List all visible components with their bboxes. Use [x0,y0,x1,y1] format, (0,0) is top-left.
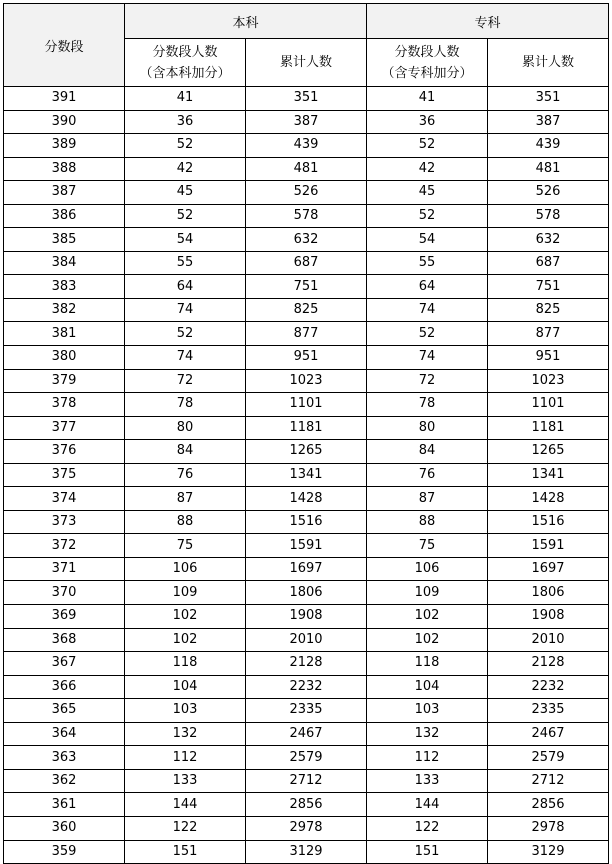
undergrad-band-count-cell: 75 [125,534,246,558]
vocational-cumulative-cell: 1181 [488,416,609,440]
undergrad-band-count-cell: 88 [125,510,246,534]
undergrad-band-count-cell: 52 [125,322,246,346]
undergrad-band-count-header [125,39,246,87]
undergrad-band-count-cell: 52 [125,204,246,228]
vocational-band-count-cell: 102 [367,628,488,652]
undergrad-cumulative-cell: 1341 [246,463,367,487]
score-cell: 363 [4,746,125,770]
undergrad-band-count-cell: 45 [125,181,246,205]
undergrad-cumulative-cell: 2335 [246,699,367,723]
vocational-cumulative-cell: 3129 [488,840,609,864]
table-row [4,534,609,558]
vocational-band-count-cell: 122 [367,816,488,840]
table-row [4,393,609,417]
vocational-band-count-cell: 41 [367,87,488,111]
table-row [4,816,609,840]
table-row [4,769,609,793]
table-row [4,157,609,181]
undergrad-cumulative-cell: 1697 [246,557,367,581]
score-cell: 361 [4,793,125,817]
vocational-band-count-cell: 151 [367,840,488,864]
undergrad-band-count-cell: 118 [125,652,246,676]
undergrad-cumulative-cell: 2467 [246,722,367,746]
vocational-band-count-cell: 112 [367,746,488,770]
undergrad-band-count-cell: 102 [125,628,246,652]
vocational-band-count-cell: 106 [367,557,488,581]
undergrad-band-count-cell: 132 [125,722,246,746]
vocational-cumulative-cell: 2856 [488,793,609,817]
undergrad-cumulative-cell: 1428 [246,487,367,511]
table-row [4,840,609,864]
vocational-cumulative-cell: 1806 [488,581,609,605]
score-cell: 381 [4,322,125,346]
vocational-band-count-header [367,39,488,87]
undergrad-cumulative-cell: 1265 [246,440,367,464]
vocational-cumulative-cell: 2335 [488,699,609,723]
table-row [4,87,609,111]
table-row [4,346,609,370]
score-cell: 360 [4,816,125,840]
vocational-band-count-cell: 78 [367,393,488,417]
score-cell: 368 [4,628,125,652]
undergrad-band-count-line1: 分数段人数 [152,44,218,60]
score-cell: 384 [4,251,125,275]
vocational-band-count-cell: 144 [367,793,488,817]
undergrad-cumulative-cell: 632 [246,228,367,252]
undergrad-band-count-cell: 76 [125,463,246,487]
undergrad-band-count-cell: 64 [125,275,246,299]
table-row [4,487,609,511]
vocational-cumulative-cell: 1908 [488,605,609,629]
table-row [4,228,609,252]
table-row [4,722,609,746]
undergrad-band-count-cell: 151 [125,840,246,864]
score-cell: 387 [4,181,125,205]
table-row [4,181,609,205]
score-cell: 391 [4,87,125,111]
vocational-header: 专科 [367,4,609,39]
vocational-band-count-cell: 104 [367,675,488,699]
table-body [4,87,609,864]
score-cell: 383 [4,275,125,299]
score-cell: 379 [4,369,125,393]
score-cell: 367 [4,652,125,676]
undergrad-band-count-cell: 133 [125,769,246,793]
score-cell: 366 [4,675,125,699]
vocational-cumulative-cell: 2467 [488,722,609,746]
score-cell: 374 [4,487,125,511]
vocational-cumulative-cell: 1591 [488,534,609,558]
vocational-band-count-cell: 102 [367,605,488,629]
table-row [4,652,609,676]
vocational-band-count-cell: 109 [367,581,488,605]
vocational-cumulative-cell: 751 [488,275,609,299]
undergrad-band-count-cell: 78 [125,393,246,417]
undergrad-cumulative-cell: 526 [246,181,367,205]
vocational-band-count-line2: （含专科加分） [381,65,473,81]
vocational-cumulative-cell: 1341 [488,463,609,487]
vocational-band-count-cell: 84 [367,440,488,464]
vocational-band-count-cell: 74 [367,346,488,370]
undergrad-cumulative-header: 累计人数 [246,39,367,87]
score-cell: 388 [4,157,125,181]
table-row [4,605,609,629]
undergrad-cumulative-cell: 578 [246,204,367,228]
vocational-cumulative-cell: 1516 [488,510,609,534]
undergrad-band-count-cell: 74 [125,346,246,370]
vocational-band-count-cell: 87 [367,487,488,511]
score-distribution-table [3,3,609,864]
undergrad-cumulative-cell: 687 [246,251,367,275]
vocational-cumulative-cell: 1023 [488,369,609,393]
vocational-band-count-cell: 55 [367,251,488,275]
undergrad-cumulative-cell: 387 [246,110,367,134]
undergrad-band-count-cell: 87 [125,487,246,511]
undergrad-cumulative-cell: 2579 [246,746,367,770]
vocational-band-count-cell: 52 [367,134,488,158]
score-cell: 371 [4,557,125,581]
table-row [4,628,609,652]
undergrad-band-count-line2: （含本科加分） [139,65,231,81]
table-row [4,675,609,699]
score-band-header: 分数段 [4,4,125,87]
vocational-cumulative-cell: 2712 [488,769,609,793]
undergrad-band-count-cell: 36 [125,110,246,134]
vocational-cumulative-cell: 481 [488,157,609,181]
score-cell: 375 [4,463,125,487]
score-cell: 385 [4,228,125,252]
vocational-cumulative-cell: 578 [488,204,609,228]
undergrad-band-count-cell: 41 [125,87,246,111]
undergrad-header: 本科 [125,4,367,39]
table-row [4,204,609,228]
score-cell: 364 [4,722,125,746]
vocational-cumulative-cell: 687 [488,251,609,275]
vocational-band-count-cell: 88 [367,510,488,534]
vocational-cumulative-cell: 2010 [488,628,609,652]
score-cell: 378 [4,393,125,417]
table-row [4,440,609,464]
undergrad-band-count-cell: 52 [125,134,246,158]
table-row [4,793,609,817]
vocational-band-count-cell: 72 [367,369,488,393]
undergrad-cumulative-cell: 2712 [246,769,367,793]
vocational-band-count-cell: 76 [367,463,488,487]
undergrad-cumulative-cell: 351 [246,87,367,111]
undergrad-cumulative-cell: 951 [246,346,367,370]
undergrad-band-count-cell: 72 [125,369,246,393]
table-row [4,416,609,440]
vocational-band-count-line1: 分数段人数 [394,44,460,60]
vocational-band-count-cell: 118 [367,652,488,676]
vocational-cumulative-cell: 2232 [488,675,609,699]
undergrad-band-count-cell: 109 [125,581,246,605]
vocational-cumulative-cell: 2978 [488,816,609,840]
vocational-band-count-cell: 52 [367,204,488,228]
undergrad-band-count-cell: 80 [125,416,246,440]
table-row [4,699,609,723]
table-row [4,134,609,158]
score-cell: 376 [4,440,125,464]
undergrad-cumulative-cell: 825 [246,298,367,322]
undergrad-cumulative-cell: 1908 [246,605,367,629]
table-row [4,275,609,299]
vocational-band-count-cell: 103 [367,699,488,723]
vocational-cumulative-cell: 1428 [488,487,609,511]
score-cell: 359 [4,840,125,864]
undergrad-band-count-cell: 144 [125,793,246,817]
vocational-cumulative-cell: 2579 [488,746,609,770]
table-row [4,746,609,770]
score-cell: 386 [4,204,125,228]
vocational-cumulative-cell: 951 [488,346,609,370]
undergrad-cumulative-cell: 1023 [246,369,367,393]
table-row [4,510,609,534]
score-cell: 390 [4,110,125,134]
score-cell: 365 [4,699,125,723]
undergrad-band-count-cell: 42 [125,157,246,181]
table-row [4,322,609,346]
undergrad-cumulative-cell: 1806 [246,581,367,605]
score-cell: 369 [4,605,125,629]
vocational-band-count-cell: 36 [367,110,488,134]
undergrad-cumulative-cell: 2232 [246,675,367,699]
vocational-band-count-cell: 132 [367,722,488,746]
undergrad-cumulative-cell: 1516 [246,510,367,534]
undergrad-band-count-cell: 122 [125,816,246,840]
score-cell: 382 [4,298,125,322]
undergrad-cumulative-cell: 2856 [246,793,367,817]
undergrad-cumulative-cell: 751 [246,275,367,299]
undergrad-cumulative-cell: 481 [246,157,367,181]
vocational-cumulative-cell: 825 [488,298,609,322]
vocational-band-count-cell: 45 [367,181,488,205]
undergrad-band-count-cell: 54 [125,228,246,252]
undergrad-cumulative-cell: 1181 [246,416,367,440]
vocational-band-count-cell: 74 [367,298,488,322]
undergrad-cumulative-cell: 2128 [246,652,367,676]
vocational-cumulative-cell: 632 [488,228,609,252]
table-row [4,298,609,322]
vocational-cumulative-cell: 1265 [488,440,609,464]
table-row [4,557,609,581]
vocational-cumulative-cell: 877 [488,322,609,346]
vocational-cumulative-cell: 526 [488,181,609,205]
undergrad-cumulative-cell: 3129 [246,840,367,864]
score-cell: 377 [4,416,125,440]
undergrad-band-count-cell: 104 [125,675,246,699]
score-cell: 373 [4,510,125,534]
undergrad-band-count-cell: 106 [125,557,246,581]
undergrad-cumulative-cell: 439 [246,134,367,158]
vocational-cumulative-cell: 439 [488,134,609,158]
undergrad-band-count-cell: 102 [125,605,246,629]
score-cell: 389 [4,134,125,158]
undergrad-cumulative-cell: 1591 [246,534,367,558]
vocational-band-count-cell: 42 [367,157,488,181]
table-row [4,369,609,393]
vocational-band-count-cell: 54 [367,228,488,252]
table-row [4,110,609,134]
vocational-cumulative-header: 累计人数 [488,39,609,87]
undergrad-band-count-cell: 84 [125,440,246,464]
undergrad-cumulative-cell: 2978 [246,816,367,840]
vocational-cumulative-cell: 351 [488,87,609,111]
undergrad-cumulative-cell: 2010 [246,628,367,652]
vocational-cumulative-cell: 1697 [488,557,609,581]
vocational-band-count-cell: 52 [367,322,488,346]
vocational-band-count-cell: 80 [367,416,488,440]
table-row [4,463,609,487]
table-row [4,251,609,275]
vocational-cumulative-cell: 387 [488,110,609,134]
vocational-band-count-cell: 64 [367,275,488,299]
score-cell: 362 [4,769,125,793]
undergrad-band-count-cell: 74 [125,298,246,322]
undergrad-cumulative-cell: 1101 [246,393,367,417]
vocational-band-count-cell: 75 [367,534,488,558]
vocational-cumulative-cell: 2128 [488,652,609,676]
score-cell: 372 [4,534,125,558]
undergrad-band-count-cell: 112 [125,746,246,770]
score-cell: 370 [4,581,125,605]
table-row [4,581,609,605]
vocational-band-count-cell: 133 [367,769,488,793]
undergrad-band-count-cell: 55 [125,251,246,275]
score-cell: 380 [4,346,125,370]
undergrad-cumulative-cell: 877 [246,322,367,346]
vocational-cumulative-cell: 1101 [488,393,609,417]
undergrad-band-count-cell: 103 [125,699,246,723]
